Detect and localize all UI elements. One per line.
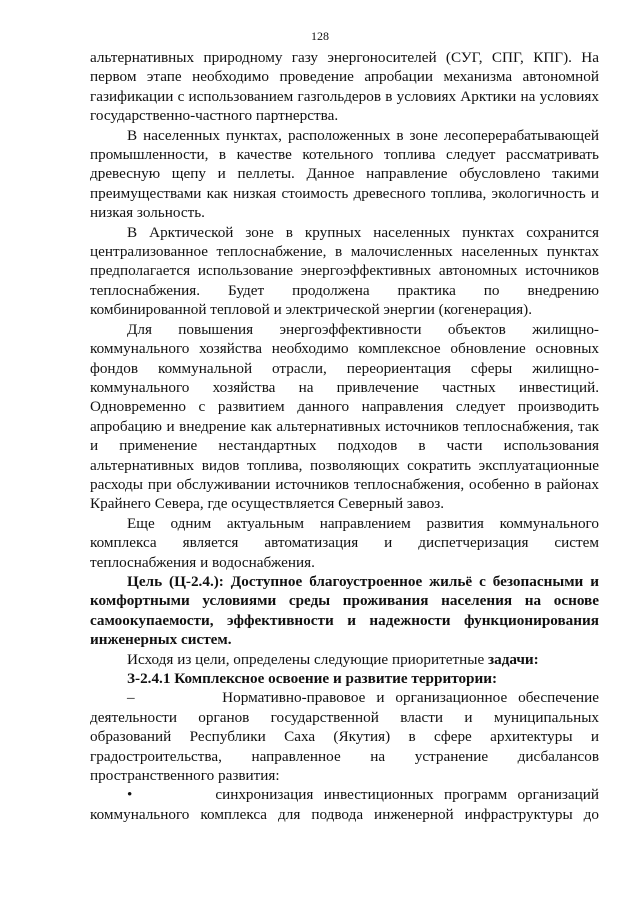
text-line: Одновременно с развитием данного направления следует производить — [90, 398, 599, 416]
text-line: фондов коммунальной отрасли, переориентация сферы жилищно- — [90, 359, 599, 377]
text-line: Для повышения энергоэффективности объектов жилищно- — [127, 320, 599, 338]
page-number: 128 — [311, 29, 329, 43]
goal-statement — [90, 572, 599, 650]
text-line: деятельности органов государственной власти и муниципальных — [90, 708, 599, 726]
text-line: Цель (Ц-2.4.): Доступное благоустроенное жильё с безопасными и — [127, 572, 599, 590]
text-line: самоокупаемости, эффективности и надежности функционирования — [90, 611, 599, 629]
text-line: расходы при обслуживании источников теплоснабжения, особенно в районах — [90, 475, 599, 493]
text-line — [90, 650, 599, 669]
text-line: предполагается использование энергоэффективных автономных источников — [90, 262, 599, 280]
paragraph-automation — [90, 514, 599, 572]
text-line: комфортными условиями среды проживания населения на основе — [90, 592, 599, 610]
text-line: инженерных систем. — [90, 631, 232, 649]
tasks-intro — [90, 650, 599, 669]
text-line: и применение нестандартных подходов в части использования — [90, 437, 599, 455]
task-heading — [90, 669, 599, 688]
text-line: коммунального комплекса для подвода инженерной инфраструктуры до — [90, 805, 599, 823]
page-body — [90, 48, 599, 824]
paragraph-wood-fuel — [90, 126, 599, 223]
list-item-regulatory — [90, 688, 599, 785]
text-line: газификации с использованием газгольдеров в условиях Арктики на условиях — [90, 87, 599, 105]
text-line: низкая зольность. — [90, 204, 205, 222]
text-line: альтернативных природному газу энергоносителей (СУГ, СПГ, КПГ). На — [90, 49, 599, 66]
paragraph-gas-alternatives — [90, 48, 599, 126]
paragraph-energy-efficiency — [90, 320, 599, 514]
text-line: коммунального хозяйства на привлечение частных инвестиций. — [90, 378, 599, 396]
text-line: альтернативных видов топлива, позволяющих сократить эксплуатационные — [90, 456, 599, 474]
text-line: В населенных пунктах, расположенных в зоне лесоперерабатывающей — [127, 126, 599, 144]
text-line: теплоснабжения. Будет продолжена практика по внедрению — [90, 281, 599, 299]
text-line: первом этапе необходимо проведение апробации механизма автономной — [90, 68, 599, 86]
text-line: государственно-частного партнерства. — [90, 107, 339, 125]
text-line: теплоснабжения и водоснабжения. — [90, 553, 315, 571]
tasks-intro-text: Исходя из цели, определены следующие приоритетные — [127, 650, 488, 668]
text-line: преимуществами как низкая стоимость древесного топлива, экологичность и — [90, 184, 599, 202]
text-line: градостроительства, направленное на устранение дисбалансов — [90, 747, 599, 765]
text-line: централизованное теплоснабжение, в малочисленных населенных пунктах — [90, 243, 599, 261]
text-line: – Нормативно-правовое и организационное обеспечение — [127, 689, 599, 707]
text-line: • синхронизация инвестиционных программ организаций — [127, 786, 599, 804]
text-line: коммунального хозяйства необходимо комплексное обновление основных — [90, 340, 599, 358]
text-line: образований Республики Саха (Якутия) в сфере архитектуры и — [90, 728, 599, 746]
tasks-intro-keyword: задачи: — [488, 650, 539, 668]
text-line: З-2.4.1 Комплексное освоение и развитие территории: — [127, 670, 498, 687]
paragraph-arctic-heating — [90, 223, 599, 320]
text-line: древесную щепу и пеллеты. Данное направление обусловлено такими — [90, 165, 599, 183]
list-item-synchronization — [90, 785, 599, 824]
text-line: Крайнего Севера, где осуществляется Северный завоз. — [90, 495, 445, 513]
text-line: пространственного развития: — [90, 767, 280, 785]
text-line: Еще одним актуальным направлением развития коммунального — [127, 514, 599, 532]
text-line: комплекса является автоматизация и диспетчеризация систем — [90, 534, 599, 552]
text-line: комбинированной тепловой и электрической энергии (когенерация). — [90, 301, 532, 319]
text-line: апробацию и внедрение как альтернативных источников теплоснабжения, так — [90, 417, 599, 435]
text-line: В Арктической зоне в крупных населенных пунктах сохранится — [127, 223, 599, 241]
text-line: промышленности, в качестве котельного топлива следует рассматривать — [90, 146, 599, 164]
